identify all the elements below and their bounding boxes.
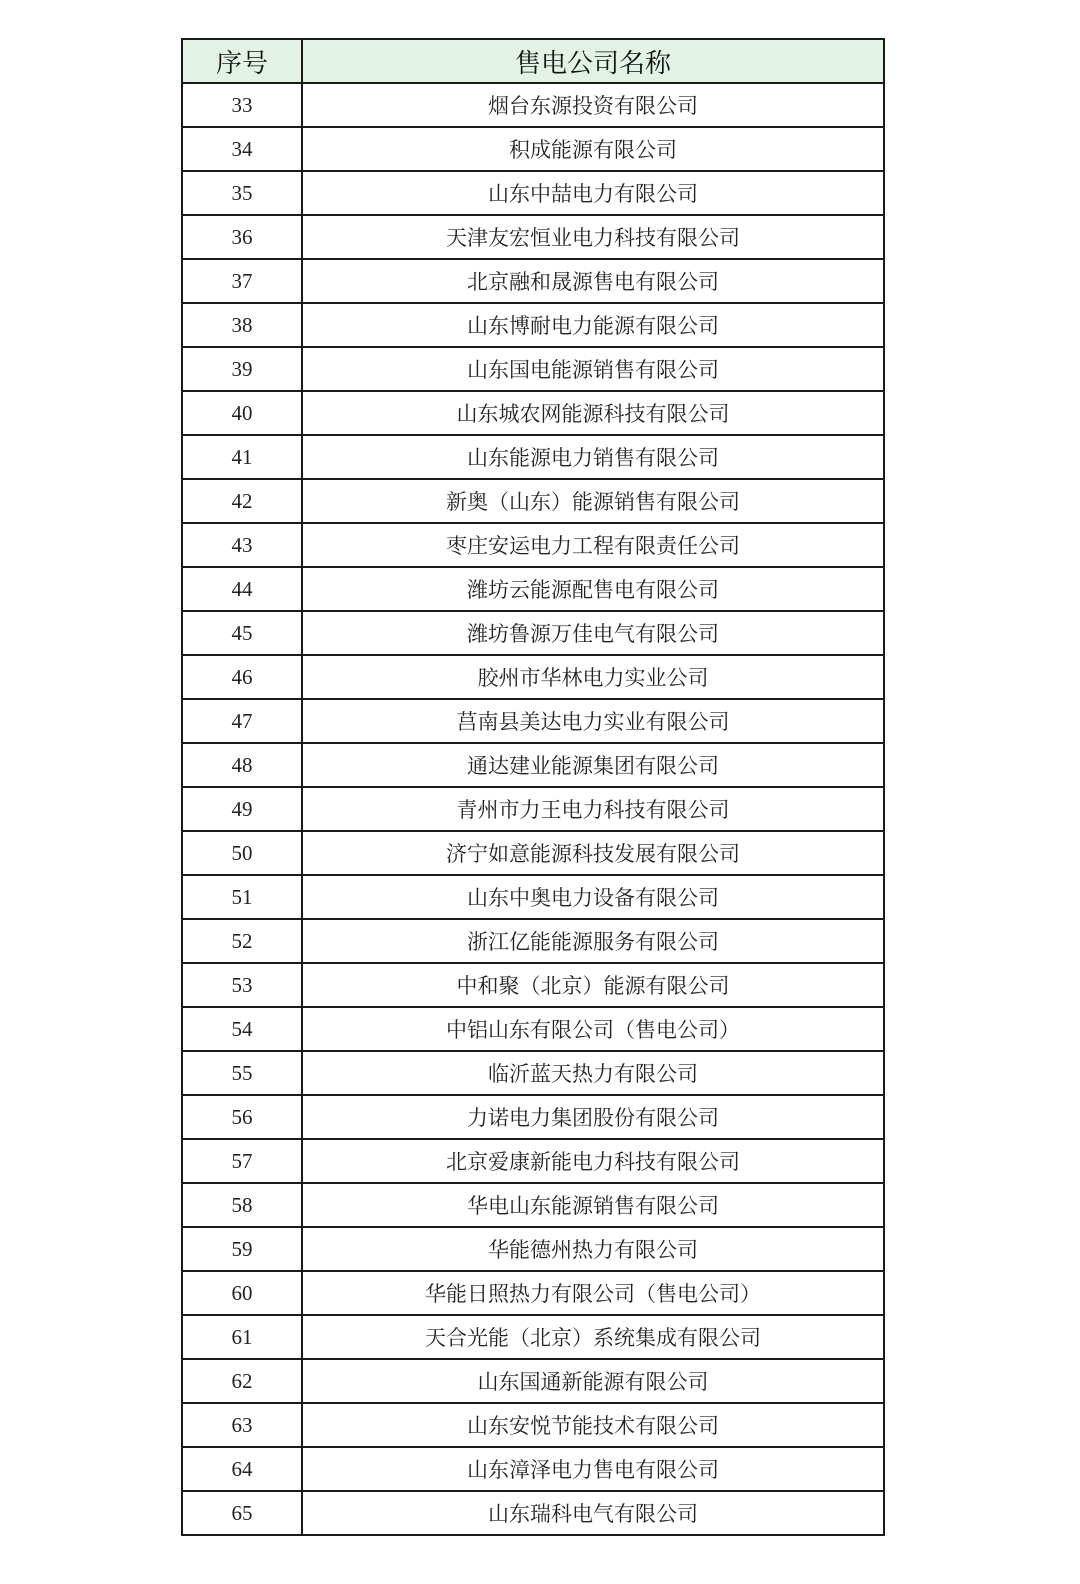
company-name-cell: 山东中奥电力设备有限公司	[302, 875, 884, 919]
serial-number-cell: 38	[182, 303, 302, 347]
serial-number-cell: 40	[182, 391, 302, 435]
company-name-cell: 济宁如意能源科技发展有限公司	[302, 831, 884, 875]
serial-number-cell: 44	[182, 567, 302, 611]
company-name-cell: 天合光能（北京）系统集成有限公司	[302, 1315, 884, 1359]
serial-number-cell: 61	[182, 1315, 302, 1359]
table-row	[182, 1051, 884, 1095]
serial-number-cell: 65	[182, 1491, 302, 1535]
company-name-cell: 临沂蓝天热力有限公司	[302, 1051, 884, 1095]
table-row	[182, 831, 884, 875]
company-name-cell: 中和聚（北京）能源有限公司	[302, 963, 884, 1007]
table-row	[182, 171, 884, 215]
serial-number-cell: 63	[182, 1403, 302, 1447]
table-row	[182, 1095, 884, 1139]
table-row	[182, 83, 884, 127]
table-row	[182, 1183, 884, 1227]
table-row	[182, 787, 884, 831]
table-row	[182, 215, 884, 259]
table-row	[182, 435, 884, 479]
table-row	[182, 1227, 884, 1271]
serial-number-cell: 33	[182, 83, 302, 127]
header-serial-number: 序号	[182, 39, 302, 83]
company-name-cell: 山东城农网能源科技有限公司	[302, 391, 884, 435]
serial-number-cell: 37	[182, 259, 302, 303]
table-row	[182, 1139, 884, 1183]
company-name-cell: 胶州市华林电力实业公司	[302, 655, 884, 699]
table-row	[182, 875, 884, 919]
table-row	[182, 1491, 884, 1535]
company-name-cell: 山东安悦节能技术有限公司	[302, 1403, 884, 1447]
company-name-cell: 枣庄安运电力工程有限责任公司	[302, 523, 884, 567]
company-name-cell: 烟台东源投资有限公司	[302, 83, 884, 127]
company-name-cell: 通达建业能源集团有限公司	[302, 743, 884, 787]
company-name-cell: 山东国通新能源有限公司	[302, 1359, 884, 1403]
table-row	[182, 523, 884, 567]
table-row	[182, 1315, 884, 1359]
serial-number-cell: 45	[182, 611, 302, 655]
table-row	[182, 303, 884, 347]
company-name-cell: 华能德州热力有限公司	[302, 1227, 884, 1271]
serial-number-cell: 34	[182, 127, 302, 171]
company-name-cell: 山东博耐电力能源有限公司	[302, 303, 884, 347]
table-row	[182, 699, 884, 743]
company-name-cell: 莒南县美达电力实业有限公司	[302, 699, 884, 743]
company-name-cell: 潍坊鲁源万佳电气有限公司	[302, 611, 884, 655]
table-row	[182, 655, 884, 699]
serial-number-cell: 64	[182, 1447, 302, 1491]
table-row	[182, 611, 884, 655]
company-name-cell: 浙江亿能能源服务有限公司	[302, 919, 884, 963]
company-name-cell: 中铝山东有限公司（售电公司）	[302, 1007, 884, 1051]
serial-number-cell: 58	[182, 1183, 302, 1227]
table-row	[182, 127, 884, 171]
serial-number-cell: 60	[182, 1271, 302, 1315]
serial-number-cell: 47	[182, 699, 302, 743]
serial-number-cell: 57	[182, 1139, 302, 1183]
company-name-cell: 力诺电力集团股份有限公司	[302, 1095, 884, 1139]
table-row	[182, 1359, 884, 1403]
serial-number-cell: 46	[182, 655, 302, 699]
company-name-cell: 青州市力王电力科技有限公司	[302, 787, 884, 831]
table-row	[182, 743, 884, 787]
company-name-cell: 山东漳泽电力售电有限公司	[302, 1447, 884, 1491]
company-name-cell: 天津友宏恒业电力科技有限公司	[302, 215, 884, 259]
table-row	[182, 479, 884, 523]
table-row	[182, 1271, 884, 1315]
serial-number-cell: 49	[182, 787, 302, 831]
serial-number-cell: 51	[182, 875, 302, 919]
company-name-cell: 山东能源电力销售有限公司	[302, 435, 884, 479]
table-body	[182, 83, 884, 1535]
table-row	[182, 963, 884, 1007]
serial-number-cell: 48	[182, 743, 302, 787]
serial-number-cell: 54	[182, 1007, 302, 1051]
company-name-cell: 山东瑞科电气有限公司	[302, 1491, 884, 1535]
company-name-cell: 北京融和晟源售电有限公司	[302, 259, 884, 303]
company-table	[181, 38, 885, 1536]
company-name-cell: 华电山东能源销售有限公司	[302, 1183, 884, 1227]
serial-number-cell: 52	[182, 919, 302, 963]
header-company-name: 售电公司名称	[302, 39, 884, 83]
company-name-cell: 山东中喆电力有限公司	[302, 171, 884, 215]
table-row	[182, 259, 884, 303]
company-name-cell: 北京爱康新能电力科技有限公司	[302, 1139, 884, 1183]
company-name-cell: 华能日照热力有限公司（售电公司）	[302, 1271, 884, 1315]
table-row	[182, 1447, 884, 1491]
serial-number-cell: 36	[182, 215, 302, 259]
company-name-cell: 潍坊云能源配售电有限公司	[302, 567, 884, 611]
serial-number-cell: 55	[182, 1051, 302, 1095]
table-row	[182, 567, 884, 611]
serial-number-cell: 39	[182, 347, 302, 391]
serial-number-cell: 62	[182, 1359, 302, 1403]
company-name-cell: 山东国电能源销售有限公司	[302, 347, 884, 391]
table-row	[182, 391, 884, 435]
serial-number-cell: 42	[182, 479, 302, 523]
serial-number-cell: 59	[182, 1227, 302, 1271]
serial-number-cell: 43	[182, 523, 302, 567]
table-row	[182, 1007, 884, 1051]
serial-number-cell: 35	[182, 171, 302, 215]
table-row	[182, 919, 884, 963]
table-row	[182, 1403, 884, 1447]
company-name-cell: 积成能源有限公司	[302, 127, 884, 171]
serial-number-cell: 56	[182, 1095, 302, 1139]
serial-number-cell: 53	[182, 963, 302, 1007]
serial-number-cell: 50	[182, 831, 302, 875]
company-name-cell: 新奥（山东）能源销售有限公司	[302, 479, 884, 523]
header-row	[182, 39, 884, 83]
serial-number-cell: 41	[182, 435, 302, 479]
table-row	[182, 347, 884, 391]
